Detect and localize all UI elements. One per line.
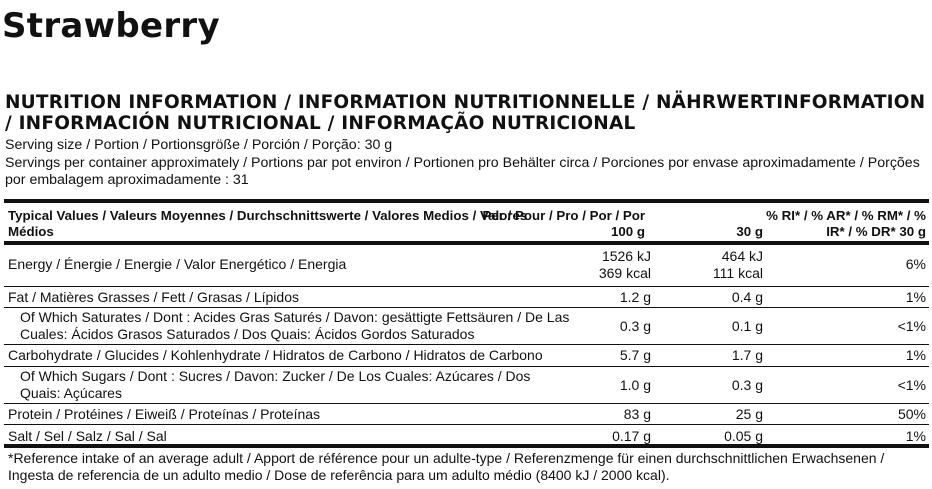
per30-value: 0.1 g bbox=[731, 318, 763, 334]
ri-value: 1% bbox=[905, 428, 926, 444]
header-typical-values: Typical Values / Valeurs Moyennes / Durchschnittswerte / Valores Medios / Valores Médios bbox=[8, 208, 528, 239]
per100-value: 83 g bbox=[623, 406, 651, 422]
header-reference-intake: % RI* / % AR* / % RM* / % IR* / % DR* 30 g bbox=[766, 208, 926, 239]
nutrition-table-body bbox=[4, 245, 929, 446]
energy-per100-kj: 1526 kJ bbox=[601, 248, 651, 264]
serving-size: Serving size / Portion / Portionsgröße / Porción / Porção: 30 g bbox=[5, 137, 393, 153]
energy-per30-kj: 464 kJ bbox=[721, 248, 763, 264]
row-label: Of Which Saturates / Dont : Acides Gras Saturés / Davon: gesättigte Fettsäuren / De Las Cuales: Ácidos Grasos Saturados / Dos Quais: Ácidos Gordos Saturados bbox=[20, 309, 570, 342]
row-label: Energy / Énergie / Energie / Valor Energético / Energia bbox=[8, 256, 347, 272]
energy-per30-kcal: 111 kcal bbox=[712, 265, 763, 281]
flavor-title: Strawberry bbox=[2, 6, 220, 46]
per30-value: 1.7 g bbox=[731, 347, 763, 363]
table-row-sugars bbox=[4, 367, 929, 404]
table-row-salt bbox=[4, 425, 929, 446]
serving-info bbox=[5, 137, 930, 190]
per100-value: 1.2 g bbox=[619, 289, 651, 305]
table-row-protein bbox=[4, 404, 929, 425]
table-row-fat bbox=[4, 287, 929, 308]
reference-intake-footnote: *Reference intake of an average adult / Apport de référence pour un adulte-type / Referenzmenge für einen durchschnittlichen Erwachsenen / Ingesta de referencia de un adulto medio / Dose de referência para um adulto médio (8400 kJ / 2000 kcal). bbox=[8, 450, 885, 483]
table-row-energy bbox=[4, 245, 929, 287]
row-label: Carbohydrate / Glucides / Kohlenhydrate / Hidratos de Carbono / Hidratos de Carbono bbox=[8, 347, 543, 363]
per100-value: 0.17 g bbox=[612, 428, 651, 444]
row-label: Protein / Protéines / Eiweiß / Proteínas / Proteínas bbox=[8, 406, 321, 422]
energy-ri: 6% bbox=[905, 256, 926, 272]
per100-value: 0.3 g bbox=[619, 318, 651, 334]
table-row-carbohydrate bbox=[4, 345, 929, 367]
ri-value: <1% bbox=[897, 377, 926, 393]
header-per-30g: 30 g bbox=[736, 224, 763, 239]
header-per-100g: Per / Pour / Pro / Por / Por 100 g bbox=[482, 208, 645, 239]
table-row-saturates bbox=[4, 308, 929, 345]
row-label: Fat / Matières Grasses / Fett / Grasas / Lípidos bbox=[8, 289, 299, 305]
ri-value: 50% bbox=[897, 406, 926, 422]
per100-value: 5.7 g bbox=[619, 347, 651, 363]
table-bottom-rule bbox=[4, 444, 929, 448]
table-header bbox=[4, 203, 929, 241]
per30-value: 0.4 g bbox=[731, 289, 763, 305]
nutrition-heading: NUTRITION INFORMATION / INFORMATION NUTRITIONNELLE / NÄHRWERTINFORMATION / INFORMACIÓN NUTRICIONAL / INFORMAÇÃO NUTRICIONAL bbox=[5, 92, 926, 134]
per100-value: 1.0 g bbox=[619, 377, 651, 393]
ri-value: 1% bbox=[905, 347, 926, 363]
per30-value: 25 g bbox=[735, 406, 763, 422]
row-label: Salt / Sel / Salz / Sal / Sal bbox=[8, 428, 167, 444]
energy-per100-kcal: 369 kcal bbox=[598, 265, 651, 281]
row-label: Of Which Sugars / Dont : Sucres / Davon: Zucker / De Los Cuales: Azúcares / Dos Quais: Açúcares bbox=[20, 368, 531, 401]
per30-value: 0.3 g bbox=[731, 377, 763, 393]
per30-value: 0.05 g bbox=[724, 428, 763, 444]
ri-value: <1% bbox=[897, 318, 926, 334]
servings-per-container: Servings per container approximately / Portions par pot environ / Portionen pro Behälter circa / Porciones por envase aproximadamente / Porções por embalagem aproximadamente : 31 bbox=[5, 154, 920, 188]
ri-value: 1% bbox=[905, 289, 926, 305]
